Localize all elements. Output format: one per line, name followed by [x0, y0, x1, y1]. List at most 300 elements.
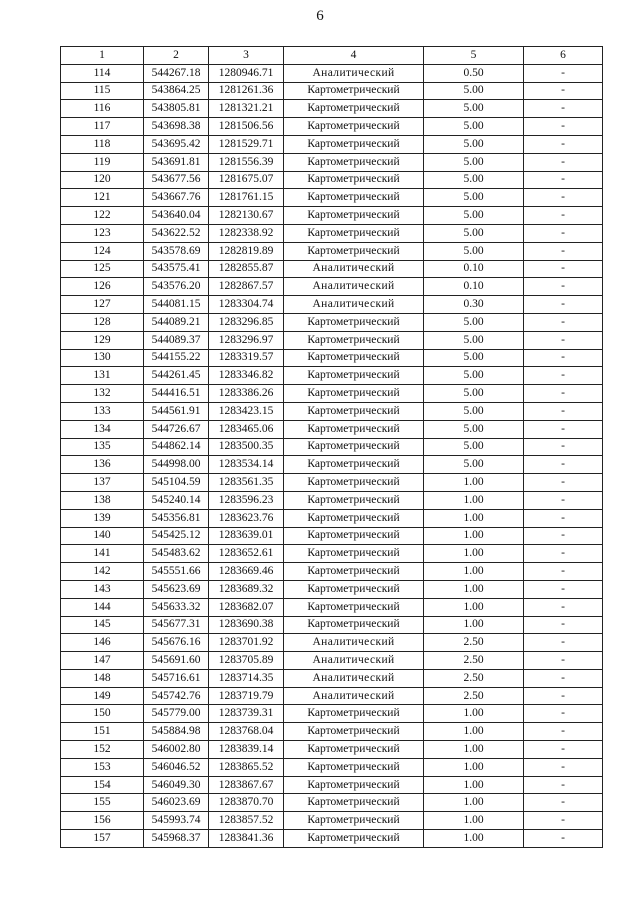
x-coordinate-cell: 544081.15 — [144, 296, 209, 314]
point-number-cell: 142 — [61, 563, 144, 581]
x-coordinate-cell: 546046.52 — [144, 758, 209, 776]
table-row — [61, 385, 603, 403]
description-cell: - — [524, 82, 603, 100]
y-coordinate-cell: 1282338.92 — [209, 224, 284, 242]
table-row — [61, 367, 603, 385]
method-cell: Картометрический — [284, 367, 424, 385]
description-cell: - — [524, 118, 603, 136]
x-coordinate-cell: 545993.74 — [144, 812, 209, 830]
table-row — [61, 135, 603, 153]
method-cell: Картометрический — [284, 207, 424, 225]
y-coordinate-cell: 1283739.31 — [209, 705, 284, 723]
point-number-cell: 156 — [61, 812, 144, 830]
description-cell: - — [524, 385, 603, 403]
accuracy-cell: 5.00 — [424, 207, 524, 225]
point-number-cell: 153 — [61, 758, 144, 776]
x-coordinate-cell: 544998.00 — [144, 456, 209, 474]
point-number-cell: 130 — [61, 349, 144, 367]
x-coordinate-cell: 546049.30 — [144, 776, 209, 794]
y-coordinate-cell: 1283500.35 — [209, 438, 284, 456]
point-number-cell: 132 — [61, 385, 144, 403]
point-number-cell: 141 — [61, 545, 144, 563]
y-coordinate-cell: 1283465.06 — [209, 420, 284, 438]
description-cell: - — [524, 171, 603, 189]
y-coordinate-cell: 1281761.15 — [209, 189, 284, 207]
point-number-cell: 118 — [61, 135, 144, 153]
method-cell: Картометрический — [284, 420, 424, 438]
x-coordinate-cell: 543805.81 — [144, 100, 209, 118]
method-cell: Картометрический — [284, 242, 424, 260]
table-row — [61, 296, 603, 314]
x-coordinate-cell: 545623.69 — [144, 580, 209, 598]
description-cell: - — [524, 402, 603, 420]
description-cell: - — [524, 812, 603, 830]
point-number-cell: 117 — [61, 118, 144, 136]
table-row — [61, 705, 603, 723]
point-number-cell: 138 — [61, 491, 144, 509]
method-cell: Картометрический — [284, 527, 424, 545]
table-row — [61, 118, 603, 136]
accuracy-cell: 1.00 — [424, 812, 524, 830]
accuracy-cell: 1.00 — [424, 580, 524, 598]
method-cell: Картометрический — [284, 474, 424, 492]
y-coordinate-cell: 1283623.76 — [209, 509, 284, 527]
accuracy-cell: 5.00 — [424, 385, 524, 403]
method-cell: Аналитический — [284, 296, 424, 314]
method-cell: Картометрический — [284, 349, 424, 367]
y-coordinate-cell: 1283534.14 — [209, 456, 284, 474]
table-row — [61, 527, 603, 545]
method-cell: Картометрический — [284, 491, 424, 509]
point-number-cell: 115 — [61, 82, 144, 100]
x-coordinate-cell: 543864.25 — [144, 82, 209, 100]
accuracy-cell: 5.00 — [424, 153, 524, 171]
y-coordinate-cell: 1283690.38 — [209, 616, 284, 634]
table-row — [61, 669, 603, 687]
point-number-cell: 135 — [61, 438, 144, 456]
point-number-cell: 157 — [61, 830, 144, 848]
point-number-cell: 134 — [61, 420, 144, 438]
y-coordinate-cell: 1283296.85 — [209, 313, 284, 331]
accuracy-cell: 5.00 — [424, 313, 524, 331]
point-number-cell: 128 — [61, 313, 144, 331]
y-coordinate-cell: 1283669.46 — [209, 563, 284, 581]
method-cell: Аналитический — [284, 669, 424, 687]
accuracy-cell: 1.00 — [424, 723, 524, 741]
point-number-cell: 152 — [61, 741, 144, 759]
method-cell: Картометрический — [284, 812, 424, 830]
point-number-cell: 149 — [61, 687, 144, 705]
point-number-cell: 148 — [61, 669, 144, 687]
point-number-cell: 126 — [61, 278, 144, 296]
table-row — [61, 82, 603, 100]
y-coordinate-cell: 1283304.74 — [209, 296, 284, 314]
table-row — [61, 616, 603, 634]
x-coordinate-cell: 544561.91 — [144, 402, 209, 420]
accuracy-cell: 5.00 — [424, 189, 524, 207]
description-cell: - — [524, 652, 603, 670]
description-cell: - — [524, 741, 603, 759]
table-row — [61, 207, 603, 225]
table-row — [61, 474, 603, 492]
point-number-cell: 136 — [61, 456, 144, 474]
x-coordinate-cell: 545483.62 — [144, 545, 209, 563]
description-cell: - — [524, 153, 603, 171]
table-header-row — [61, 47, 603, 65]
description-cell: - — [524, 100, 603, 118]
accuracy-cell: 5.00 — [424, 224, 524, 242]
y-coordinate-cell: 1283296.97 — [209, 331, 284, 349]
x-coordinate-cell: 545742.76 — [144, 687, 209, 705]
accuracy-cell: 5.00 — [424, 242, 524, 260]
x-coordinate-cell: 545551.66 — [144, 563, 209, 581]
page-number: 6 — [316, 8, 324, 24]
point-number-cell: 133 — [61, 402, 144, 420]
description-cell: - — [524, 580, 603, 598]
y-coordinate-cell: 1281321.21 — [209, 100, 284, 118]
method-cell: Картометрический — [284, 580, 424, 598]
description-cell: - — [524, 830, 603, 848]
table-row — [61, 776, 603, 794]
x-coordinate-cell: 543575.41 — [144, 260, 209, 278]
y-coordinate-cell: 1283596.23 — [209, 491, 284, 509]
table-row — [61, 545, 603, 563]
table-row — [61, 64, 603, 82]
x-coordinate-cell: 543640.04 — [144, 207, 209, 225]
table-row — [61, 598, 603, 616]
accuracy-cell: 2.50 — [424, 687, 524, 705]
point-number-cell: 131 — [61, 367, 144, 385]
method-cell: Аналитический — [284, 64, 424, 82]
accuracy-cell: 5.00 — [424, 82, 524, 100]
accuracy-cell: 5.00 — [424, 438, 524, 456]
y-coordinate-cell: 1282819.89 — [209, 242, 284, 260]
point-number-cell: 140 — [61, 527, 144, 545]
method-cell: Картометрический — [284, 100, 424, 118]
description-cell: - — [524, 634, 603, 652]
x-coordinate-cell: 545677.31 — [144, 616, 209, 634]
y-coordinate-cell: 1283423.15 — [209, 402, 284, 420]
x-coordinate-cell: 543695.42 — [144, 135, 209, 153]
accuracy-cell: 1.00 — [424, 598, 524, 616]
method-cell: Картометрический — [284, 82, 424, 100]
table-row — [61, 260, 603, 278]
x-coordinate-cell: 543622.52 — [144, 224, 209, 242]
description-cell: - — [524, 616, 603, 634]
y-coordinate-cell: 1281506.56 — [209, 118, 284, 136]
description-cell: - — [524, 509, 603, 527]
method-cell: Картометрический — [284, 118, 424, 136]
x-coordinate-cell: 544089.37 — [144, 331, 209, 349]
y-coordinate-cell: 1282867.57 — [209, 278, 284, 296]
description-cell: - — [524, 64, 603, 82]
y-coordinate-cell: 1283705.89 — [209, 652, 284, 670]
x-coordinate-cell: 546002.80 — [144, 741, 209, 759]
description-cell: - — [524, 296, 603, 314]
accuracy-cell: 2.50 — [424, 634, 524, 652]
x-coordinate-cell: 544155.22 — [144, 349, 209, 367]
x-coordinate-cell: 543677.56 — [144, 171, 209, 189]
method-cell: Картометрический — [284, 509, 424, 527]
table-row — [61, 634, 603, 652]
point-number-cell: 145 — [61, 616, 144, 634]
y-coordinate-cell: 1283652.61 — [209, 545, 284, 563]
method-cell: Картометрический — [284, 598, 424, 616]
table-row — [61, 491, 603, 509]
point-number-cell: 116 — [61, 100, 144, 118]
table-row — [61, 402, 603, 420]
accuracy-cell: 1.00 — [424, 474, 524, 492]
description-cell: - — [524, 491, 603, 509]
point-number-cell: 119 — [61, 153, 144, 171]
point-number-cell: 124 — [61, 242, 144, 260]
y-coordinate-cell: 1281529.71 — [209, 135, 284, 153]
description-cell: - — [524, 224, 603, 242]
method-cell: Картометрический — [284, 563, 424, 581]
x-coordinate-cell: 544261.45 — [144, 367, 209, 385]
method-cell: Картометрический — [284, 723, 424, 741]
y-coordinate-cell: 1283319.57 — [209, 349, 284, 367]
x-coordinate-cell: 545676.16 — [144, 634, 209, 652]
accuracy-cell: 1.00 — [424, 758, 524, 776]
table-row — [61, 812, 603, 830]
description-cell: - — [524, 189, 603, 207]
x-coordinate-cell: 544416.51 — [144, 385, 209, 403]
accuracy-cell: 1.00 — [424, 776, 524, 794]
point-number-cell: 146 — [61, 634, 144, 652]
method-cell: Картометрический — [284, 153, 424, 171]
method-cell: Картометрический — [284, 224, 424, 242]
table-row — [61, 438, 603, 456]
table-row — [61, 349, 603, 367]
coordinates-table — [60, 46, 603, 848]
x-coordinate-cell: 545884.98 — [144, 723, 209, 741]
accuracy-cell: 2.50 — [424, 652, 524, 670]
description-cell: - — [524, 420, 603, 438]
column-header: 6 — [524, 47, 603, 65]
accuracy-cell: 2.50 — [424, 669, 524, 687]
accuracy-cell: 0.30 — [424, 296, 524, 314]
accuracy-cell: 5.00 — [424, 420, 524, 438]
method-cell: Картометрический — [284, 385, 424, 403]
table-row — [61, 723, 603, 741]
x-coordinate-cell: 545633.32 — [144, 598, 209, 616]
point-number-cell: 150 — [61, 705, 144, 723]
accuracy-cell: 5.00 — [424, 402, 524, 420]
x-coordinate-cell: 545779.00 — [144, 705, 209, 723]
point-number-cell: 121 — [61, 189, 144, 207]
accuracy-cell: 5.00 — [424, 118, 524, 136]
point-number-cell: 137 — [61, 474, 144, 492]
point-number-cell: 144 — [61, 598, 144, 616]
x-coordinate-cell: 545968.37 — [144, 830, 209, 848]
table-row — [61, 509, 603, 527]
y-coordinate-cell: 1283768.04 — [209, 723, 284, 741]
table-row — [61, 420, 603, 438]
table-row — [61, 189, 603, 207]
accuracy-cell: 5.00 — [424, 456, 524, 474]
y-coordinate-cell: 1281556.39 — [209, 153, 284, 171]
method-cell: Аналитический — [284, 652, 424, 670]
description-cell: - — [524, 313, 603, 331]
method-cell: Аналитический — [284, 634, 424, 652]
accuracy-cell: 5.00 — [424, 331, 524, 349]
point-number-cell: 154 — [61, 776, 144, 794]
accuracy-cell: 1.00 — [424, 830, 524, 848]
method-cell: Картометрический — [284, 171, 424, 189]
y-coordinate-cell: 1283719.79 — [209, 687, 284, 705]
accuracy-cell: 1.00 — [424, 527, 524, 545]
method-cell: Картометрический — [284, 456, 424, 474]
method-cell: Аналитический — [284, 260, 424, 278]
point-number-cell: 122 — [61, 207, 144, 225]
method-cell: Картометрический — [284, 830, 424, 848]
table-row — [61, 830, 603, 848]
point-number-cell: 127 — [61, 296, 144, 314]
column-header: 2 — [144, 47, 209, 65]
y-coordinate-cell: 1281675.07 — [209, 171, 284, 189]
point-number-cell: 143 — [61, 580, 144, 598]
accuracy-cell: 5.00 — [424, 171, 524, 189]
method-cell: Картометрический — [284, 438, 424, 456]
description-cell: - — [524, 705, 603, 723]
method-cell: Картометрический — [284, 135, 424, 153]
table-row — [61, 242, 603, 260]
accuracy-cell: 1.00 — [424, 705, 524, 723]
table-row — [61, 652, 603, 670]
x-coordinate-cell: 543578.69 — [144, 242, 209, 260]
y-coordinate-cell: 1283857.52 — [209, 812, 284, 830]
method-cell: Аналитический — [284, 278, 424, 296]
description-cell: - — [524, 456, 603, 474]
y-coordinate-cell: 1283841.36 — [209, 830, 284, 848]
table-row — [61, 741, 603, 759]
y-coordinate-cell: 1282130.67 — [209, 207, 284, 225]
method-cell: Картометрический — [284, 705, 424, 723]
point-number-cell: 120 — [61, 171, 144, 189]
description-cell: - — [524, 758, 603, 776]
y-coordinate-cell: 1283689.32 — [209, 580, 284, 598]
point-number-cell: 125 — [61, 260, 144, 278]
point-number-cell: 151 — [61, 723, 144, 741]
x-coordinate-cell: 543576.20 — [144, 278, 209, 296]
description-cell: - — [524, 278, 603, 296]
y-coordinate-cell: 1282855.87 — [209, 260, 284, 278]
description-cell: - — [524, 723, 603, 741]
accuracy-cell: 1.00 — [424, 509, 524, 527]
y-coordinate-cell: 1283701.92 — [209, 634, 284, 652]
description-cell: - — [524, 687, 603, 705]
method-cell: Картометрический — [284, 402, 424, 420]
description-cell: - — [524, 367, 603, 385]
method-cell: Картометрический — [284, 741, 424, 759]
description-cell: - — [524, 474, 603, 492]
y-coordinate-cell: 1283561.35 — [209, 474, 284, 492]
description-cell: - — [524, 438, 603, 456]
x-coordinate-cell: 545104.59 — [144, 474, 209, 492]
table-row — [61, 563, 603, 581]
y-coordinate-cell: 1283639.01 — [209, 527, 284, 545]
accuracy-cell: 1.00 — [424, 616, 524, 634]
accuracy-cell: 1.00 — [424, 794, 524, 812]
point-number-cell: 123 — [61, 224, 144, 242]
table-row — [61, 100, 603, 118]
y-coordinate-cell: 1281261.36 — [209, 82, 284, 100]
table-row — [61, 331, 603, 349]
description-cell: - — [524, 776, 603, 794]
y-coordinate-cell: 1283682.07 — [209, 598, 284, 616]
y-coordinate-cell: 1283870.70 — [209, 794, 284, 812]
description-cell: - — [524, 242, 603, 260]
accuracy-cell: 5.00 — [424, 367, 524, 385]
description-cell: - — [524, 331, 603, 349]
accuracy-cell: 0.50 — [424, 64, 524, 82]
x-coordinate-cell: 545716.61 — [144, 669, 209, 687]
y-coordinate-cell: 1283839.14 — [209, 741, 284, 759]
table-row — [61, 758, 603, 776]
x-coordinate-cell: 546023.69 — [144, 794, 209, 812]
table-row — [61, 687, 603, 705]
accuracy-cell: 1.00 — [424, 563, 524, 581]
point-number-cell: 147 — [61, 652, 144, 670]
y-coordinate-cell: 1283714.35 — [209, 669, 284, 687]
x-coordinate-cell: 545425.12 — [144, 527, 209, 545]
accuracy-cell: 5.00 — [424, 349, 524, 367]
description-cell: - — [524, 260, 603, 278]
accuracy-cell: 0.10 — [424, 278, 524, 296]
accuracy-cell: 5.00 — [424, 135, 524, 153]
accuracy-cell: 1.00 — [424, 491, 524, 509]
table-row — [61, 456, 603, 474]
accuracy-cell: 5.00 — [424, 100, 524, 118]
table-row — [61, 224, 603, 242]
accuracy-cell: 1.00 — [424, 741, 524, 759]
x-coordinate-cell: 545356.81 — [144, 509, 209, 527]
column-header: 4 — [284, 47, 424, 65]
table-row — [61, 171, 603, 189]
method-cell: Картометрический — [284, 616, 424, 634]
table-row — [61, 794, 603, 812]
description-cell: - — [524, 563, 603, 581]
table-row — [61, 580, 603, 598]
y-coordinate-cell: 1280946.71 — [209, 64, 284, 82]
x-coordinate-cell: 543698.38 — [144, 118, 209, 136]
point-number-cell: 129 — [61, 331, 144, 349]
point-number-cell: 114 — [61, 64, 144, 82]
method-cell: Картометрический — [284, 776, 424, 794]
x-coordinate-cell: 545240.14 — [144, 491, 209, 509]
method-cell: Картометрический — [284, 331, 424, 349]
x-coordinate-cell: 545691.60 — [144, 652, 209, 670]
method-cell: Картометрический — [284, 794, 424, 812]
point-number-cell: 139 — [61, 509, 144, 527]
method-cell: Аналитический — [284, 687, 424, 705]
x-coordinate-cell: 543691.81 — [144, 153, 209, 171]
method-cell: Картометрический — [284, 758, 424, 776]
column-header: 5 — [424, 47, 524, 65]
description-cell: - — [524, 207, 603, 225]
description-cell: - — [524, 135, 603, 153]
table-row — [61, 278, 603, 296]
description-cell: - — [524, 545, 603, 563]
accuracy-cell: 1.00 — [424, 545, 524, 563]
x-coordinate-cell: 544726.67 — [144, 420, 209, 438]
x-coordinate-cell: 544862.14 — [144, 438, 209, 456]
y-coordinate-cell: 1283346.82 — [209, 367, 284, 385]
y-coordinate-cell: 1283386.26 — [209, 385, 284, 403]
table-row — [61, 313, 603, 331]
column-header: 3 — [209, 47, 284, 65]
